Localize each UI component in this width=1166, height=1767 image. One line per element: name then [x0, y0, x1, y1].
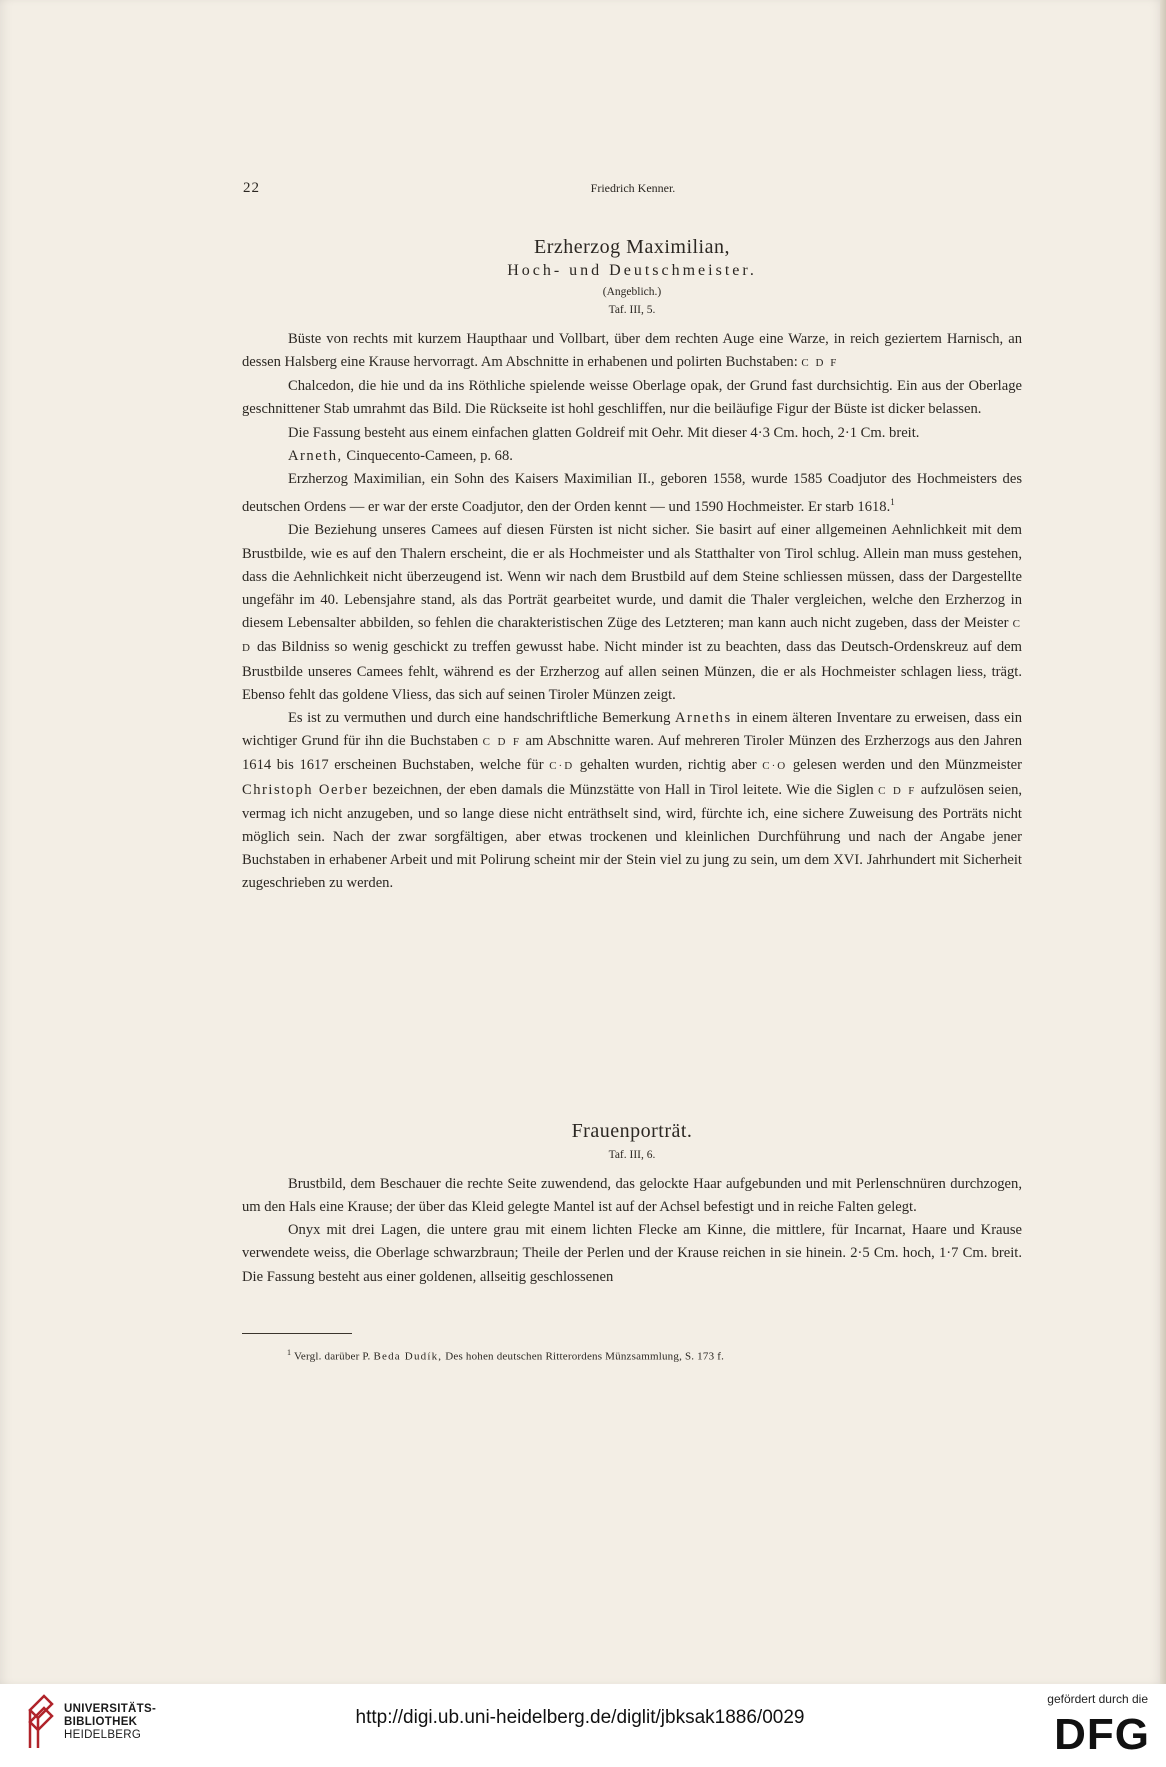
paragraph: Chalcedon, die hie und da ins Röthliche spielende weisse Oberlage opak, der Grund fast durchsichtig. Ein aus der Oberlage geschnittener Stab umrahmt das Bild. Die Rückseite ist hohl geschliffen, nur die beiläufige Figur der Büste ist dicker belassen.	[242, 378, 1022, 418]
paragraph: Brustbild, dem Beschauer die rechte Seite zuwendend, das gelockte Haar aufgebunden und mit Perlenschnüren durchzogen, um den Hals eine Krause; der über das Kleid gelegte Mantel ist auf der Achsel befestigt und in reiche Falten gelegt.	[242, 1175, 1022, 1216]
plate-reference: Taf. III, 5.	[608, 304, 656, 316]
section-title: Frauenporträt.	[571, 1120, 693, 1142]
dfg-logo: DFG	[1054, 1710, 1150, 1759]
section-title: Erzherzog Maximilian,	[534, 236, 730, 258]
paragraph: Erzherzog Maximilian, ein Sohn des Kaisers Maximilian II., geboren 1558, wurde 1585 Coadjutor des Hochmeisters des deutschen Ordens — er war der erste Coadjutor, den der Orden kennt — und 1590 Hochmeister. Er starb 1618.$^1$	[242, 471, 1022, 516]
paragraph: Onyx mit drei Lagen, die untere grau mit einem lichten Flecke am Kinne, die mittlere, für Incarnat, Haare und Krause verwendete weiss, die Oberlage schwarzbraun; Theile der Perlen und der Krause reichen in sie hinein. 2·5 Cm. hoch, 1·7 Cm. breit. Die Fassung besteht aus einer goldenen, allseitig geschlossenen	[242, 1222, 1022, 1285]
library-name: UNIVERSITÄTS- BIBLIOTHEK HEIDELBERG	[64, 1703, 157, 1741]
section-erzherzog-maximilian	[242, 236, 1022, 896]
footnote-divider	[242, 1333, 352, 1334]
plate-reference: Taf. III, 6.	[608, 1149, 656, 1161]
paragraph: Es ist zu vermuthen und durch eine handschriftliche Bemerkung Arneths in einem älteren Inventare zu erweisen, dass ein wichtiger Grund für ihn die Buchstaben C D F am Abschnitte waren. Auf mehreren Tiroler Münzen des Erzherzogs aus den Jahren 1614 bis 1617 erscheinen Buchstaben, welche für C·D gehalten wurden, richtig aber C·O gelesen werden und den Münzmeister Christoph Oerber bezeichnen, der eben damals die Münzstätte von Hall in Tirol leitete. Wie die Siglen C D F aufzulösen seien, vermag ich nicht anzugeben, und so lange diese nicht enträthselt sind, wird, fürchte ich, eine sichere Zuweisung des Porträts nicht möglich sein. Nach der zwar sorgfältigen, aber etwas trockenen und kleinlichen Durchführung und nach der Angabe jener Buchstaben in erhabener Arbeit und mit Polirung scheint mir der Stein viel zu jung zu sein, um dem XVI. Jahrhundert mit Sicherheit zugeschrieben zu werden.	[242, 709, 1023, 892]
section-frauenportraet	[242, 1120, 1022, 1289]
university-library-logo-icon	[26, 1692, 56, 1750]
citation: Arneth, Cinquecento-Cameen, p. 68.	[288, 447, 513, 464]
section-subtitle: Hoch- und Deutschmeister.	[507, 262, 757, 279]
running-header	[243, 180, 1023, 202]
permalink-url[interactable]: http://digi.ub.uni-heidelberg.de/diglit/jbksak1886/0029	[355, 1707, 805, 1728]
paragraph: Die Fassung besteht aus einem einfachen glatten Goldreif mit Oehr. Mit dieser 4·3 Cm. hoch, 2·1 Cm. breit.	[288, 424, 920, 441]
paragraph: Büste von rechts mit kurzem Haupthaar und Vollbart, über dem rechten Auge eine Warze, in reich geziertem Harnisch, an dessen Halsberg eine Krause hervorragt. Am Abschnitte in erhabenen und polirten Buchstaben: C D F	[242, 330, 1022, 371]
footnote: $^1$ Vergl. darüber P. Beda Dudík, Des hohen deutschen Ritterordens Münzsammlung, S. 173 f.	[287, 1348, 725, 1363]
funding-note: gefördert durch die	[1047, 1692, 1148, 1706]
attribution-note: (Angeblich.)	[602, 286, 662, 299]
paragraph: Die Beziehung unseres Camees auf diesen Fürsten ist nicht sicher. Sie basirt auf einer allgemeinen Aehnlichkeit mit dem Brustbilde, wie es auf den Thalern erscheint, die er als Hochmeister und als Statthalter von Tirol schlug. Allein man muss gestehen, dass die Aehnlichkeit nicht überzeugend ist. Wenn wir nach dem Brustbild auf dem Steine schliessen müssen, dass der Dargestellte ungefähr im 40. Lebensjahre stand, als das Porträt gearbeitet wurde, und damit die Thaler vergleichen, welche den Erzherzog in diesem Lebensalter abbilden, so fehlen die charakteristischen Züge des Letzteren; man kann auch nicht zugeben, dass der Meister C D das Bildniss so wenig geschickt zu treffen gewusst habe. Nicht minder ist zu beachten, dass das Deutsch-Ordenskreuz auf dem Brustbilde unseres Camees fehlt, während es der Erzherzog auf allen seinen Münzen, die er als Hochmeister schlagen liess, trägt. Ebenso fehlt das goldene Vliess, das sich auf seinen Tiroler Münzen zeigt.	[242, 522, 1022, 703]
page-number: 22	[243, 180, 260, 196]
footnote-reference: 1	[890, 497, 895, 508]
running-header-author: Friedrich Kenner.	[590, 181, 676, 195]
